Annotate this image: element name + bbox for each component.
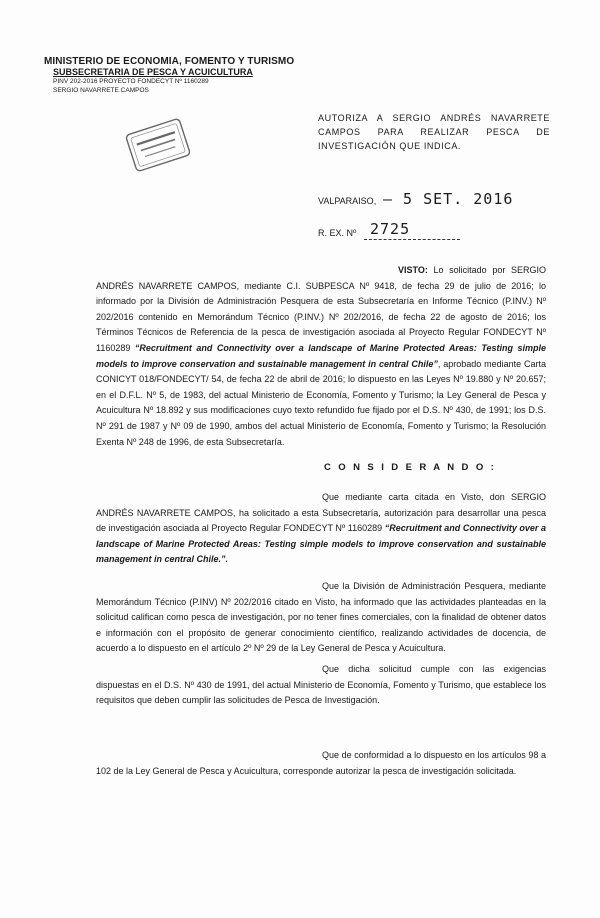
visto-text: Lo solicitado por SERGIO ANDRÉS NAVARRETE CAMPOS, mediante C.I. SUBPESCA Nº 9418, de fecha 29 de julio de 2016; lo informado por la División de Administración Pesquera de esta Subsecretaría en Informe Técnico (P.INV.) Nº 202/2016 contenido en Memorándum Técnico (P.INV.) Nº 202/2016, de fecha 22 de agosto de 2016; los Términos Técnicos de Referencia de la pesca de investigación asociada al Proyecto Regular FONDECYT Nº 1160289 bbox=[96, 265, 546, 353]
resolution-subject: AUTORIZA A SERGIO ANDRÉS NAVARRETE CAMPOS PARA REALIZAR PESCA DE INVESTIGACIÓN QUE INDICA. bbox=[318, 113, 550, 151]
visto-label: VISTO: bbox=[398, 265, 428, 275]
rex-label: R. EX. Nº bbox=[318, 228, 357, 238]
resolution-number bbox=[318, 221, 468, 241]
considerando-heading: C O N S I D E R A N D O : bbox=[324, 462, 497, 473]
city-label: VALPARAISO, bbox=[318, 196, 377, 206]
stamped-date: – 5 SET. 2016 bbox=[383, 190, 514, 208]
visto-section bbox=[96, 263, 546, 450]
official-stamp-icon bbox=[122, 114, 193, 176]
paragraph-1-project-title: “Recruitment and Connectivity over a landscape of Marine Protected Areas: Testing simple models to improve conservation and sustainable management in central Chile.”. bbox=[96, 523, 546, 565]
paragraph-1-text: Que mediante carta citada en Visto, don SERGIO ANDRÉS NAVARRETE CAMPOS, ha solicitado a esta Subsecretaría, autorización para desarrollar una pesca de investigación asociada al Proyecto Regular FONDECYT Nº 1160289 bbox=[96, 492, 546, 534]
rex-number: 2725 bbox=[370, 220, 411, 238]
considerando-paragraph-1 bbox=[96, 490, 546, 568]
rex-underline bbox=[364, 239, 460, 240]
paragraph-4-text: Que de conformidad a lo dispuesto en los artículos 98 a 102 de la Ley General de Pesca y Acuicultura, corresponde autorizar la pesca de investigación solicitada. bbox=[96, 750, 546, 776]
project-title: “Recruitment and Connectivity over a landscape of Marine Protected Areas: Testing simple models to improve conservation and sustainable management in central Chile” bbox=[96, 342, 546, 369]
visto-text-continued: , aprobado mediante Carta CONICYT 018/FONDECYT/ 54, de fecha 22 de abril de 2016; lo dispuesto en las Leyes Nº 19.880 y Nº 20.657; en el D.F.L. Nº 5, de 1983, del actual Ministerio de Economía, Fomento y Turismo; la Ley General de Pesca y Acuicultura Nº 18.892 y sus modificaciones cuyo texto refundido fue fijado por el D.S. Nº 430, de 1991; los D.S. Nº 291 de 1987 y Nº 09 de 1990, ambos del actual Ministerio de Economía, Fomento y Turismo; la Resolución Exenta Nº 248 de 1996, de esta Subsecretaría. bbox=[96, 358, 546, 447]
considerando-paragraph-3 bbox=[96, 662, 546, 709]
person-line: SERGIO NAVARRETE CAMPOS bbox=[53, 87, 149, 94]
paragraph-2-text: Que la División de Administración Pesquera, mediante Memorándum Técnico (P.INV) Nº 202/2016 citado en Visto, ha informado que las actividades planteadas en la solicitud califican como pesca de investigación, por no tener fines comerciales, con la finalidad de obtener datos e información con el propósito de generar conocimiento científico, realizando actividades de docencia, de acuerdo a lo dispuesto en el artículo 2º Nº 29 de la Ley General de Pesca y Acuicultura. bbox=[96, 581, 546, 654]
reference-line: PINV 202-2016 PROYECTO FONDECYT Nº 1160289 bbox=[53, 78, 209, 85]
considerando-paragraph-2 bbox=[96, 579, 546, 657]
ministry-name: MINISTERIO DE ECONOMIA, FOMENTO Y TURISMO bbox=[44, 56, 295, 67]
undersecretary-name: SUBSECRETARIA DE PESCA Y ACUICULTURA bbox=[53, 67, 253, 77]
dateline bbox=[318, 192, 558, 212]
letterhead bbox=[44, 56, 295, 94]
paragraph-3-text: Que dicha solicitud cumple con las exigencias dispuestas en el D.S. Nº 430 de 1991, del actual Ministerio de Economía, Fomento y Turismo, que establece los requisitos que deben cumplir las solicitudes de Pesca de Investigación. bbox=[96, 664, 546, 706]
considerando-paragraph-4 bbox=[96, 748, 546, 779]
